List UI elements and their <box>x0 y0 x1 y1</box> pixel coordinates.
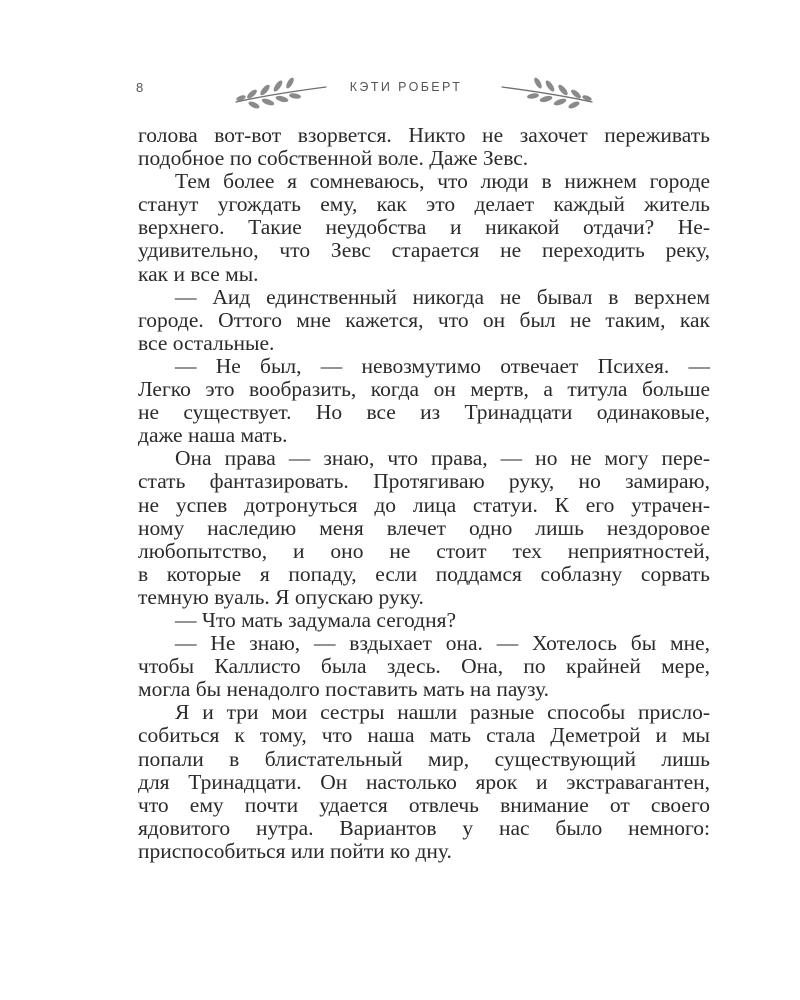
text-line: все остальные. <box>138 330 275 355</box>
text-line: Легко это вообразить, когда он мертв, а титула больше <box>138 377 710 402</box>
laurel-branch-icon <box>500 68 596 112</box>
running-header <box>0 68 800 112</box>
text-line: подобное по собственной воле. Даже Зевс. <box>138 146 529 171</box>
text-line: чтобы Каллисто была здесь. Она, по крайней мере, <box>138 654 710 679</box>
text-line: любопытство, и оно не стоит тех неприятностей, <box>138 538 710 563</box>
text-line: приспособиться или пойти ко дну. <box>138 838 452 863</box>
text-line: Тем более я сомневаюсь, что люди в нижнем городе <box>175 169 710 194</box>
text-line: голова вот-вот взорвется. Никто не захочет переживать <box>138 123 710 147</box>
text-line: не успев дотронуться до лица статуи. К его утрачен- <box>138 492 710 517</box>
page-number: 8 <box>136 80 144 95</box>
text-line: станут угождать ему, как это делает каждый житель <box>138 192 710 217</box>
text-line: Я и три мои сестры нашли разные способы присло- <box>175 700 710 725</box>
text-line: верхнего. Такие неудобства и никакой отдачи? Не- <box>138 215 710 240</box>
text-line: — Не был, — невозмутимо отвечает Психея. — <box>175 353 710 378</box>
text-line: городе. Оттого мне кажется, что он был не таким, как <box>138 307 710 332</box>
text-line: — Не знаю, — вздыхает она. — Хотелось бы мне, <box>175 631 710 656</box>
text-line: ядовитого нутра. Вариантов у нас было немного: <box>138 815 710 840</box>
chapter-body-text <box>138 124 710 863</box>
text-line: могла бы ненадолго поставить мать на паузу. <box>138 677 550 702</box>
text-line: даже наша мать. <box>138 423 288 448</box>
text-line: не существует. Но все из Тринадцати одинаковые, <box>138 400 710 425</box>
laurel-branch-icon <box>232 68 328 112</box>
text-line: что ему почти удается отвлечь внимание от своего <box>138 792 710 817</box>
author-name: КЭТИ РОБЕРТ <box>349 80 463 94</box>
text-line: собиться к тому, что наша мать стала Деметрой и мы <box>138 723 710 748</box>
text-line: попали в блистательный мир, существующий лишь <box>138 746 710 771</box>
text-line: для Тринадцати. Он настолько ярок и экстравагантен, <box>138 769 710 794</box>
text-line: — Аид единственный никогда не бывал в верхнем <box>175 284 710 309</box>
text-line: — Что мать задумала сегодня? <box>175 607 457 632</box>
text-line: стать фантазировать. Протягиваю руку, но замираю, <box>138 469 710 494</box>
text-line: темную вуаль. Я опускаю руку. <box>138 584 424 609</box>
text-line: как и все мы. <box>138 261 259 286</box>
text-line: Она права — знаю, что права, — но не могу пере- <box>175 446 710 471</box>
text-line: ному наследию меня влечет одно лишь нездоровое <box>138 515 710 540</box>
text-line: в которые я попаду, если поддамся соблазну сорвать <box>138 561 710 586</box>
text-line: удивительно, что Зевс старается не переходить реку, <box>138 238 710 263</box>
